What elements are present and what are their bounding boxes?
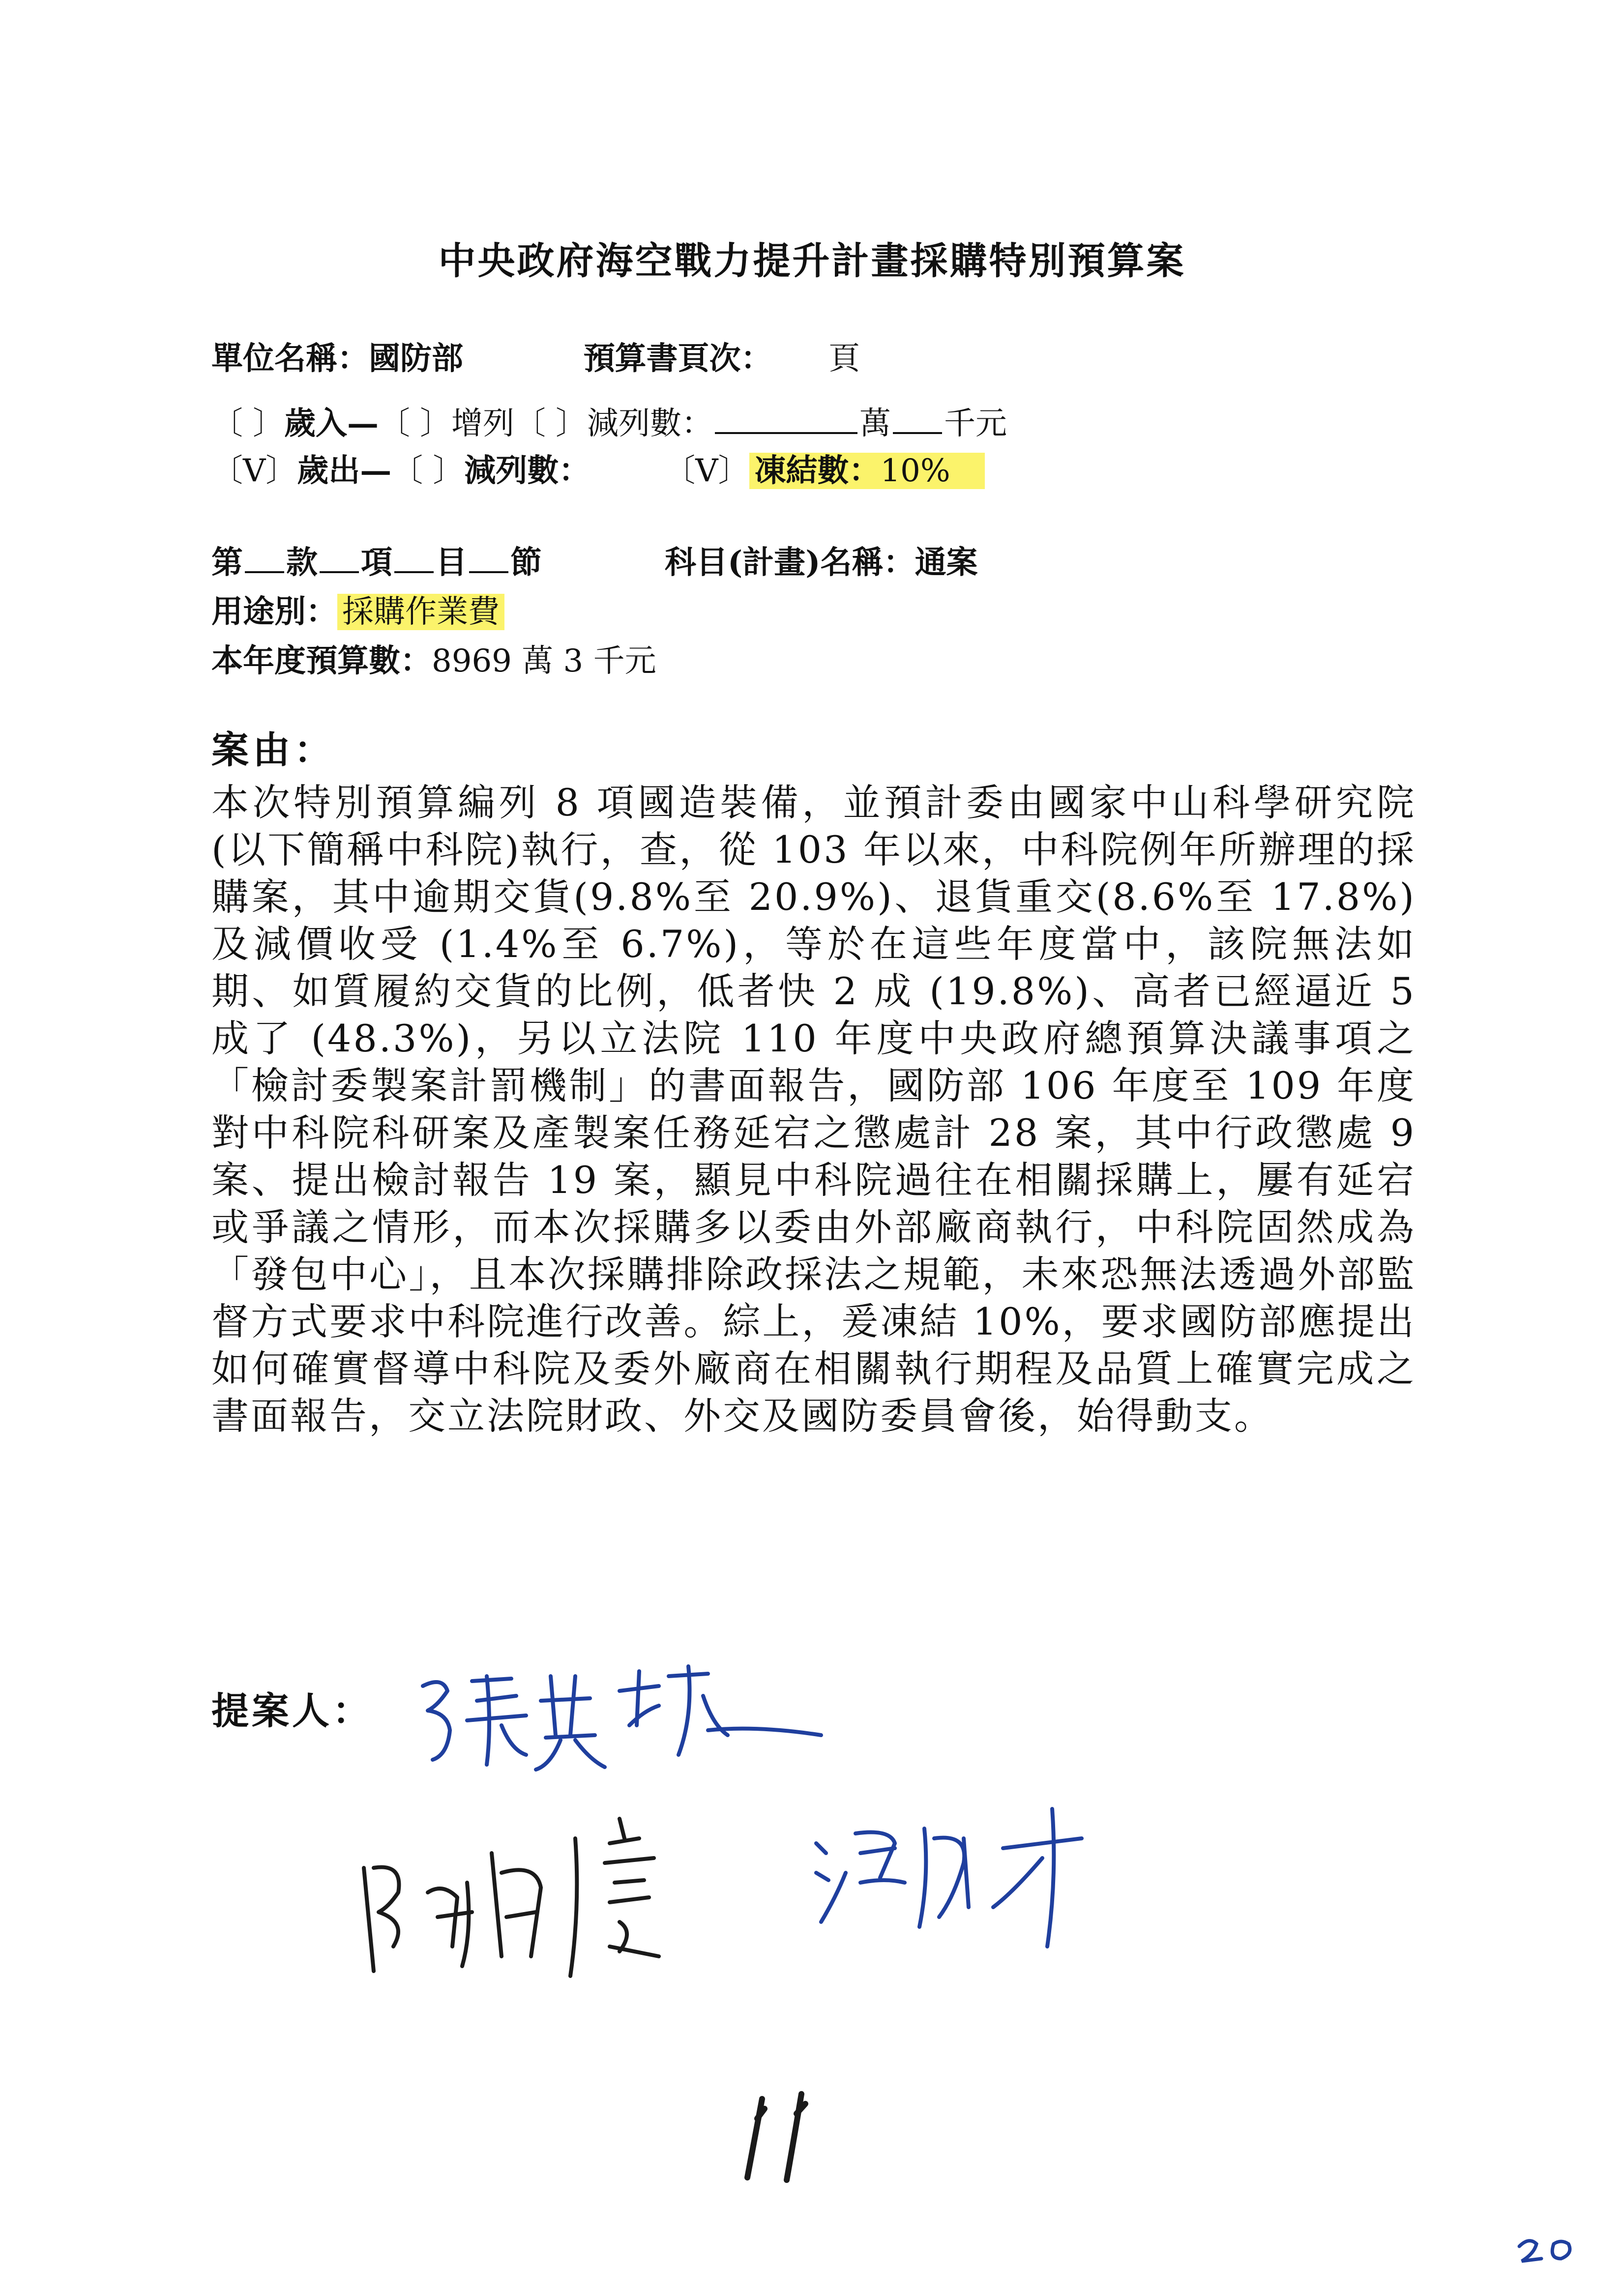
- signature-1: [413, 1657, 831, 1784]
- revenue-kind: 歲入—: [284, 405, 379, 442]
- expense-check-open: 〔: [211, 453, 243, 489]
- jie-blank: [469, 544, 508, 573]
- qian-blank: [893, 405, 942, 434]
- jie-label: 節: [510, 544, 542, 581]
- expense-decrease-label: 減列數：: [464, 452, 591, 489]
- decrease-check-close: 〕: [556, 406, 587, 442]
- usage-row: [211, 592, 504, 632]
- expense-decrease-check-open: 〔: [391, 453, 423, 489]
- freeze-highlight: [749, 453, 984, 489]
- subject-label: 科目(計畫)名稱：: [665, 544, 915, 581]
- freeze-check-open: 〔: [664, 453, 696, 489]
- revenue-row: [211, 404, 1007, 443]
- kuan-blank: [245, 544, 284, 573]
- document-title: 中央政府海空戰力提升計畫採購特別預算案: [438, 239, 1186, 283]
- signature-3: [806, 1799, 1111, 1956]
- xiang-blank: [320, 544, 359, 573]
- qian-unit: 千元: [944, 406, 1007, 442]
- wan-unit: 萬: [859, 406, 891, 442]
- expense-decrease-check-close: 〕: [433, 453, 465, 489]
- subject-value: 通案: [915, 544, 978, 581]
- unit-row: [211, 339, 860, 378]
- expense-row: [211, 451, 985, 491]
- page-unit: 頁: [828, 341, 860, 377]
- reason-heading: 案由：: [211, 728, 335, 772]
- expense-check-mark: V: [243, 453, 266, 489]
- freeze-check-close: 〕: [718, 453, 750, 489]
- kuan-label: 款: [286, 544, 318, 581]
- page-number-corner: [1514, 2232, 1583, 2271]
- budget-value: 8969 萬 3 千元: [432, 643, 656, 679]
- unit-label: 單位名稱：: [211, 340, 369, 377]
- expense-kind: 歲出—: [297, 452, 392, 489]
- xiang-label: 項: [361, 544, 392, 581]
- wan-blank: [715, 405, 857, 434]
- freeze-check-mark: V: [695, 453, 718, 489]
- increase-check-open: 〔: [379, 406, 410, 442]
- freeze-value: 10%: [880, 453, 950, 489]
- mu-blank: [394, 544, 434, 573]
- budget-label: 本年度預算數：: [211, 642, 432, 679]
- proposer-label: 提案人：: [211, 1689, 373, 1733]
- increase-label: 增列: [451, 406, 514, 442]
- freeze-label: 凍結數：: [754, 452, 881, 489]
- page-number-handwritten: [733, 2089, 831, 2187]
- unit-value: 國防部: [369, 340, 463, 377]
- increase-check-close: 〕: [420, 406, 451, 442]
- page-label: 預算書頁次：: [583, 340, 772, 377]
- mu-label: 目: [436, 544, 467, 581]
- decrease-check-open: 〔: [514, 406, 546, 442]
- section-row: [211, 543, 978, 582]
- revenue-decrease-label: 減列數：: [587, 406, 713, 442]
- revenue-check-open: 〔: [211, 406, 243, 442]
- di-label: 第: [211, 544, 243, 581]
- usage-value: 採購作業費: [337, 594, 504, 630]
- reason-body: 本次特別預算編列 8 項國造裝備，並預計委由國家中山科學研究院(以下簡稱中科院)執行，查，從 103 年以來，中科院例年所辦理的採購案，其中逾期交貨(9.8%至 20.9%)、退貨重交(8.6%至 17.8%) 及減價收受 (1.4%至 6.7%)，等於在這些年度當中，該院無法如期、如質履約交貨的比例，低者快 2 成 (19.8%)、高者已經逼近 5 成了 (48.3%)，另以立法院 110 年度中央政府總預算決議事項之「檢討委製案計罰機制」的書面報告，國防部 106 年度至 109 年度對中科院科研案及產製案任務延宕之懲處計 28 案，其中行政懲處 9 案、提出檢討報告 19 案，顯見中科院過往在相關採購上，屢有延宕或爭議之情形，而本次採購多以委由外部廠商執行，中科院固然成為「發包中心」，且本次採購排除政採法之規範，未來恐無法透過外部監督方式要求中科院進行改善。綜上，爰凍結 10%，要求國防部應提出如何確實督導中科院及委外廠商在相關執行期程及品質上確實完成之書面報告，交立法院財政、外交及國防委員會後，始得動支。: [211, 781, 1416, 1438]
- signature-2: [344, 1809, 787, 2015]
- expense-check-close: 〕: [266, 453, 297, 489]
- usage-label: 用途別：: [211, 593, 337, 630]
- revenue-check-close: 〕: [253, 406, 284, 442]
- budget-row: [211, 641, 656, 681]
